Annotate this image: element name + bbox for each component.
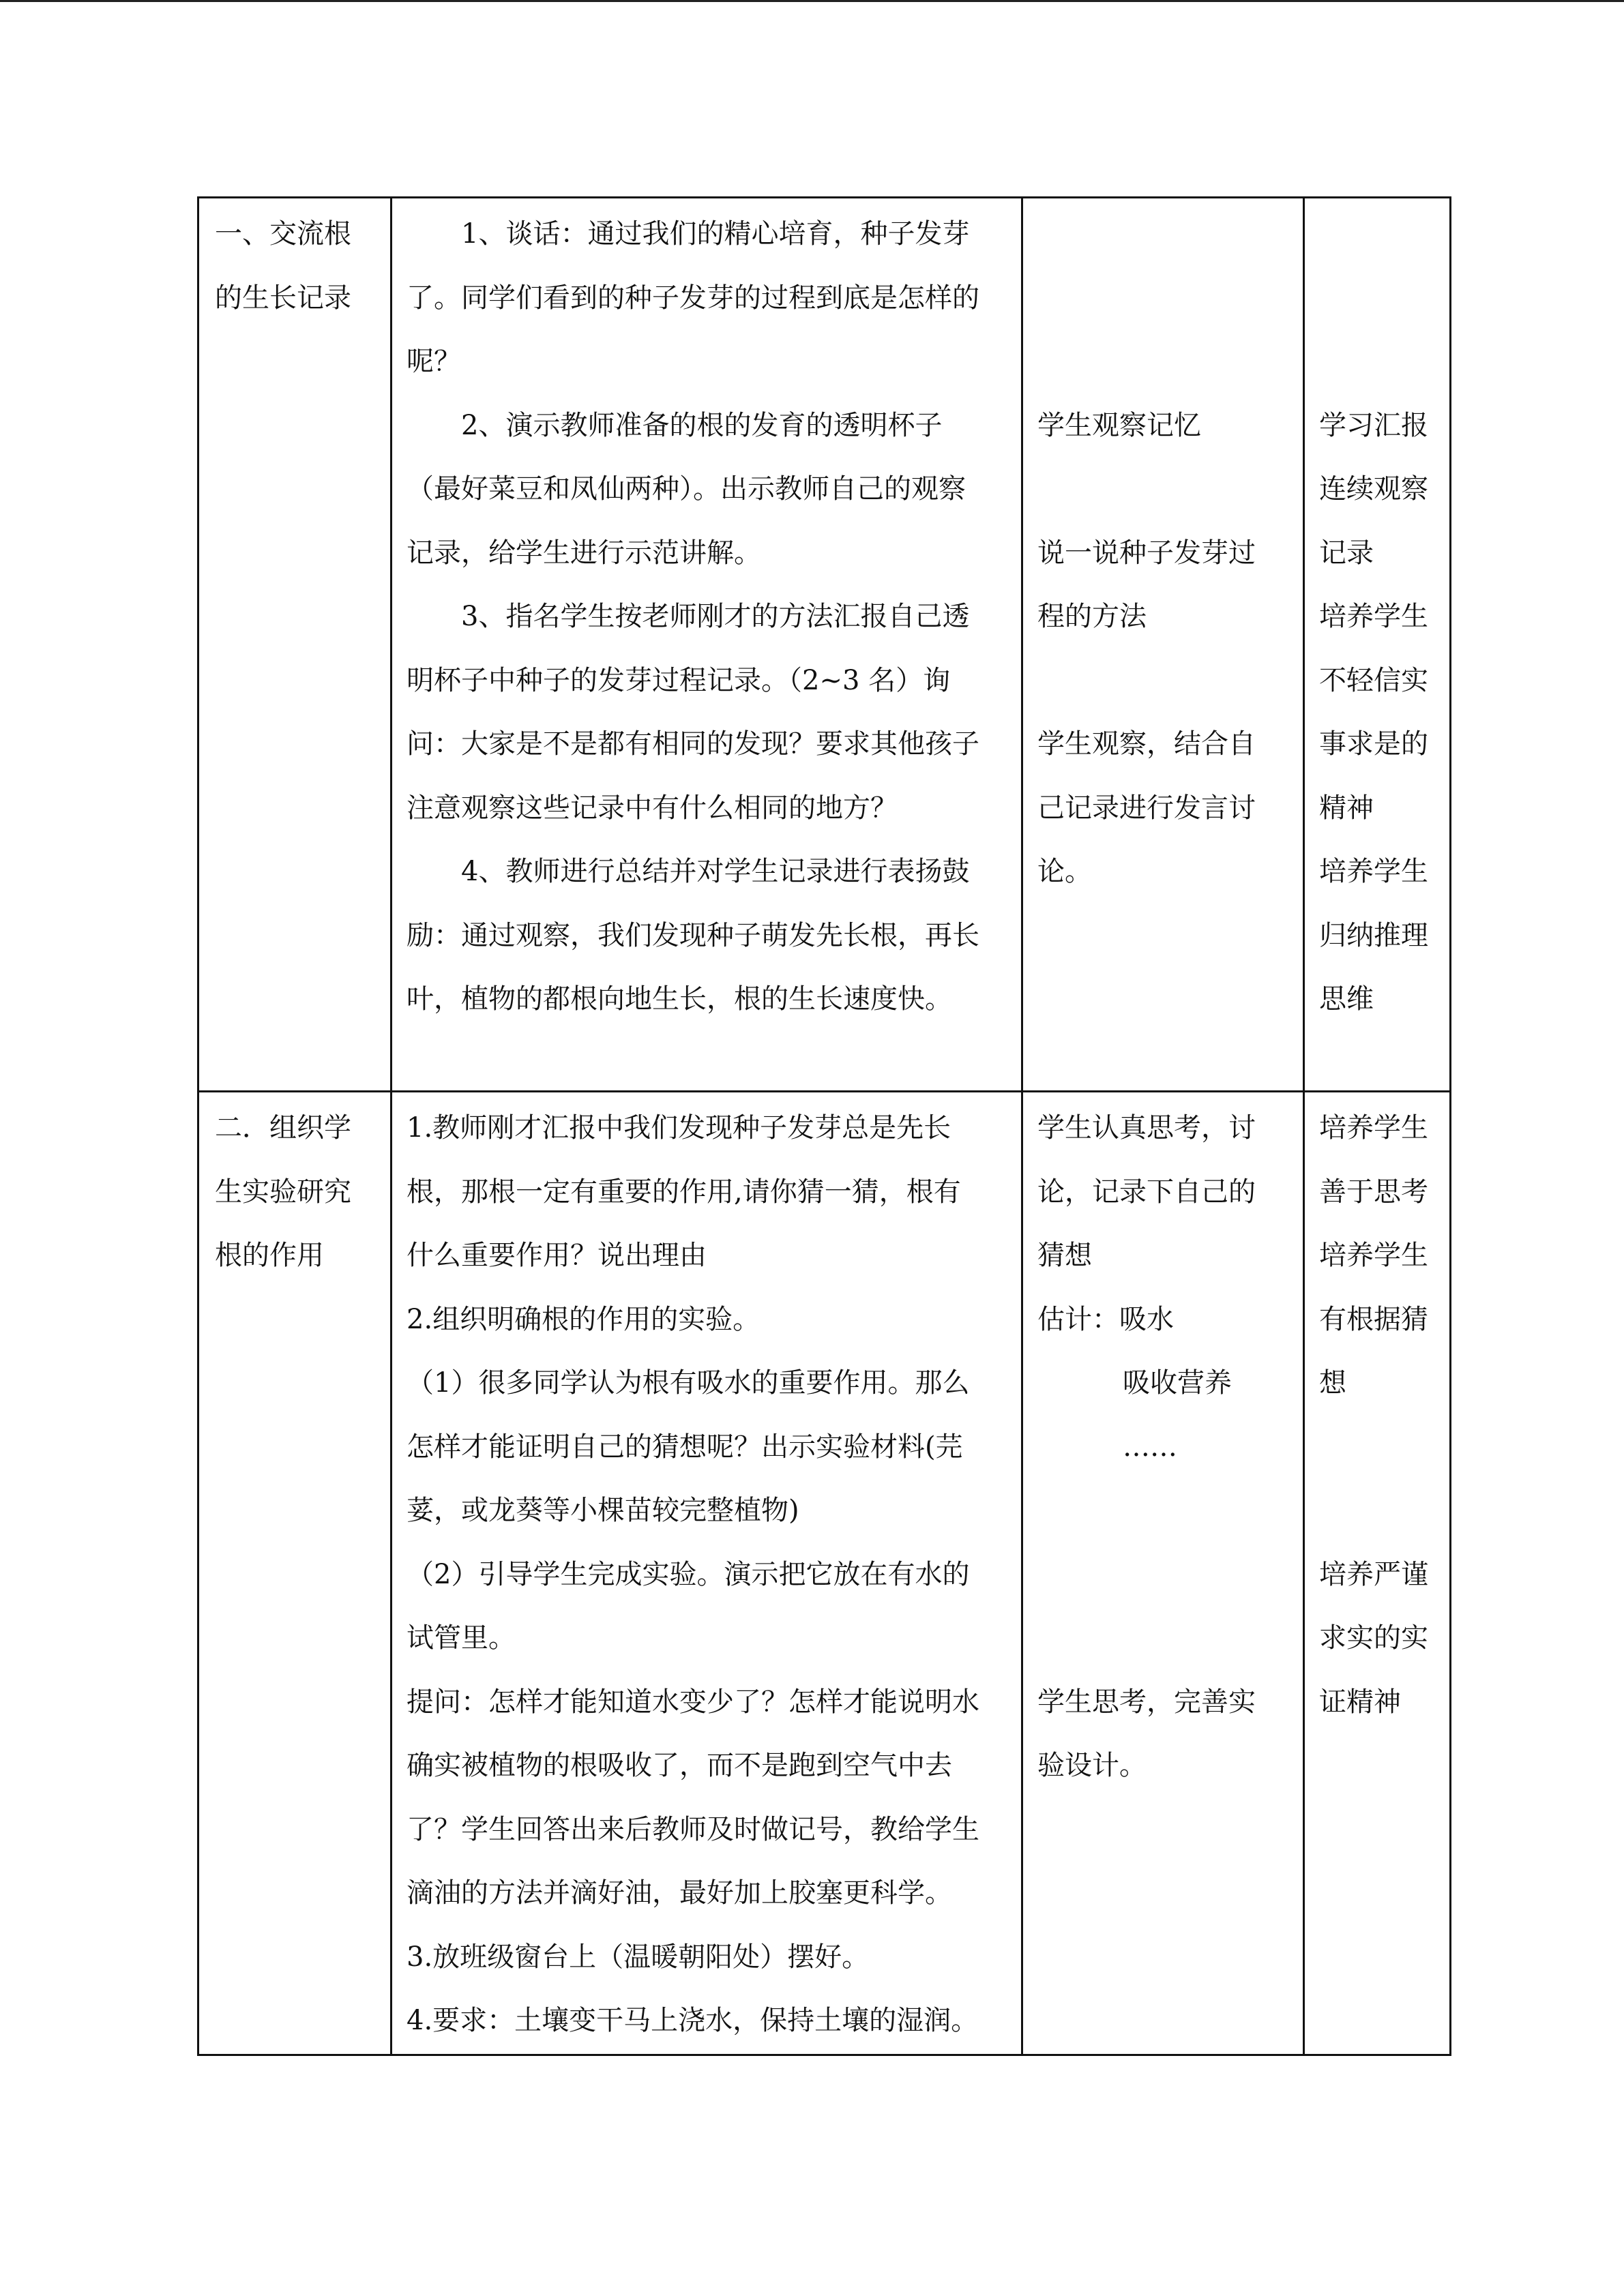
teacher-line: 了？学生回答出来后教师及时做记号，教给学生 [407,1813,979,1845]
table-row [198,198,1451,1092]
student-line: 论。 [1037,856,1092,887]
student-line: 说一说种子发芽过 [1037,537,1256,569]
teacher-line: 4.要求：土壤变干马上浇水，保持土壤的湿润。 [407,2005,979,2036]
student-activity-cell [1022,1092,1304,2055]
student-line: 猜想 [1037,1240,1092,1271]
stage-cell [198,198,392,1092]
teacher-line: 了。同学们看到的种子发芽的过程到底是怎样的 [407,282,979,314]
teacher-line: 提问：怎样才能知道水变少了？怎样才能说明水 [407,1686,979,1718]
intent-line: 培养学生 [1319,601,1428,632]
teacher-line: 试管里。 [407,1622,516,1654]
teacher-line: 什么重要作用？说出理由 [407,1240,707,1271]
teacher-line: 励：通过观察，我们发现种子萌发先长根，再长 [407,919,979,951]
intent-line: 事求是的 [1319,728,1428,760]
stage-line: 二．组织学 [215,1112,351,1144]
student-line: …… [1123,1431,1177,1463]
student-line: 学生观察记忆 [1037,409,1201,441]
student-line: 验设计。 [1037,1750,1147,1781]
teacher-line: （最好菜豆和凤仙两种）。出示教师自己的观察 [407,473,966,505]
stage-cell [198,1092,392,2055]
page-top-border [0,0,1624,2]
student-line: 学生观察，结合自 [1037,728,1256,760]
intent-line: 连续观察 [1319,473,1428,505]
intent-line: 培养学生 [1319,1112,1428,1144]
intent-line: 培养学生 [1319,856,1428,887]
teacher-line: （2）引导学生完成实验。演示把它放在有水的 [407,1558,970,1590]
teacher-line: 呢？ [407,346,461,377]
student-line: 学生思考，完善实 [1037,1686,1256,1718]
teacher-line: 2、演示教师准备的根的发育的透明杯子 [407,409,943,441]
intent-line: 不轻信实 [1319,664,1428,696]
student-line: 吸收营养 [1123,1367,1232,1399]
teacher-line: 记录，给学生进行示范讲解。 [407,537,761,569]
student-line: 估计：吸水 [1037,1303,1174,1335]
stage-line: 根的作用 [215,1240,324,1271]
student-activity-cell [1022,198,1304,1092]
teacher-line: 怎样才能证明自己的猜想呢？出示实验材料(芫 [407,1431,963,1463]
teacher-line: 确实被植物的根吸收了，而不是跑到空气中去 [407,1750,952,1781]
teacher-line: 明杯子中种子的发芽过程记录。（2~3 名）询 [407,664,951,696]
teacher-line: （1）很多同学认为根有吸水的重要作用。那么 [407,1367,970,1399]
intent-line: 学习汇报 [1319,409,1428,441]
teacher-activity-cell [392,1092,1022,2055]
teacher-line: 荽，或龙葵等小棵苗较完整植物) [407,1495,799,1526]
intent-line: 归纳推理 [1319,919,1428,951]
teacher-line: 1.教师刚才汇报中我们发现种子发芽总是先长 [407,1112,951,1144]
intent-line: 想 [1319,1367,1346,1399]
student-line: 己记录进行发言讨 [1037,792,1256,824]
teacher-activity-cell [392,198,1022,1092]
intent-line: 有根据猜 [1319,1303,1428,1335]
teacher-line: 根，那根一定有重要的作用,请你猜一猜，根有 [407,1176,961,1208]
stage-line: 的生长记录 [215,282,351,314]
teacher-line: 3.放班级窗台上（温暖朝阳处）摆好。 [407,1941,870,1973]
design-intent-cell [1304,1092,1451,2055]
student-line: 程的方法 [1037,601,1147,632]
teacher-line: 问：大家是不是都有相同的发现？要求其他孩子 [407,728,979,760]
intent-line: 培养严谨 [1319,1558,1428,1590]
intent-line: 善于思考 [1319,1176,1428,1208]
stage-line: 一、交流根 [215,218,351,250]
student-line: 论，记录下自己的 [1037,1176,1256,1208]
intent-line: 思维 [1319,983,1374,1015]
student-line: 学生认真思考，讨 [1037,1112,1256,1144]
teacher-line: 2.组织明确根的作用的实验。 [407,1303,761,1335]
table-row [198,1092,1451,2055]
teacher-line: 3、指名学生按老师刚才的方法汇报自己透 [407,601,970,632]
intent-line: 精神 [1319,792,1374,824]
teacher-line: 叶，植物的都根向地生长，根的生长速度快。 [407,983,952,1015]
teacher-line: 1、谈话：通过我们的精心培育，种子发芽 [407,218,970,250]
lesson-plan-table [197,196,1451,2056]
intent-line: 求实的实 [1319,1622,1428,1654]
design-intent-cell [1304,198,1451,1092]
teacher-line: 4、教师进行总结并对学生记录进行表扬鼓 [407,856,970,887]
teacher-line: 滴油的方法并滴好油，最好加上胶塞更科学。 [407,1877,952,1909]
intent-line: 证精神 [1319,1686,1401,1718]
intent-line: 记录 [1319,537,1374,569]
intent-line: 培养学生 [1319,1240,1428,1271]
stage-line: 生实验研究 [215,1176,351,1208]
teacher-line: 注意观察这些记录中有什么相同的地方？ [407,792,898,824]
